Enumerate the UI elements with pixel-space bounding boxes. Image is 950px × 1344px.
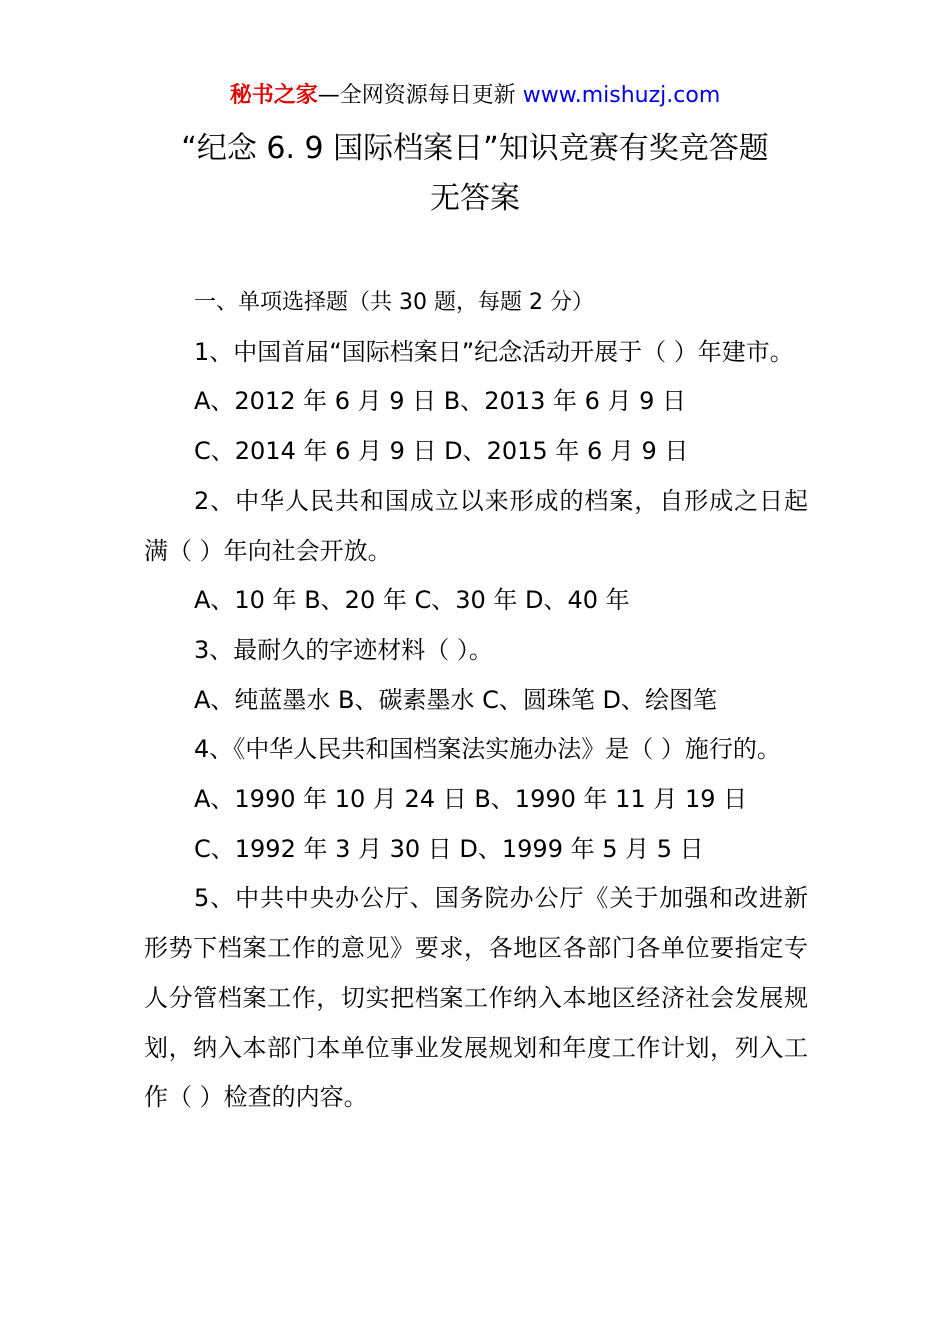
site-brand: 秘书之家: [229, 83, 318, 108]
question-5-stem: 5、中共中央办公厅、国务院办公厅《关于加强和改进新形势下档案工作的意见》要求，各地区各部门各单位要指定专人分管档案工作，切实把档案工作纳入本地区经济社会发展规划，纳入本部门本单位事业发展规划和年度工作计划，列入工作（ ）检查的内容。: [144, 884, 808, 1112]
site-url-link[interactable]: www.mishuzj.com: [522, 83, 721, 108]
question-4-stem: 4、《中华人民共和国档案法实施办法》是（ ）施行的。: [194, 735, 781, 764]
site-tagline: —全网资源每日更新: [317, 83, 516, 108]
question-2-options-line-1: A、10 年 B、20 年 C、30 年 D、40 年: [194, 586, 630, 615]
document-title: [0, 124, 950, 224]
document-body: [144, 278, 808, 1123]
section-heading: 一、单项选择题（共 30 题，每题 2 分）: [194, 290, 594, 315]
question-4-options-line-2: C、1992 年 3 月 30 日 D、1999 年 5 月 5 日: [194, 834, 704, 863]
question-2-stem: 2、中华人民共和国成立以来形成的档案，自形成之日起满（ ）年向社会开放。: [144, 486, 808, 565]
question-4-options-line-1: A、1990 年 10 月 24 日 B、1990 年 11 月 19 日: [194, 785, 748, 814]
document-title-line-1: “纪念 6. 9 国际档案日”知识竞赛有奖竞答题: [181, 131, 769, 166]
question-1-stem: 1、中国首届“国际档案日”纪念活动开展于（ ）年建市。: [194, 337, 794, 366]
question-3-options-line-1: A、纯蓝墨水 B、碳素墨水 C、圆珠笔 D、绘图笔: [194, 685, 718, 714]
document-title-line-2: 无答案: [430, 181, 520, 216]
question-1-options-line-1: A、2012 年 6 月 9 日 B、2013 年 6 月 9 日: [194, 387, 687, 416]
question-1-options-line-2: C、2014 年 6 月 9 日 D、2015 年 6 月 9 日: [194, 437, 689, 466]
question-3-stem: 3、最耐久的字迹材料（ ）。: [194, 635, 493, 664]
site-header: [0, 80, 950, 112]
